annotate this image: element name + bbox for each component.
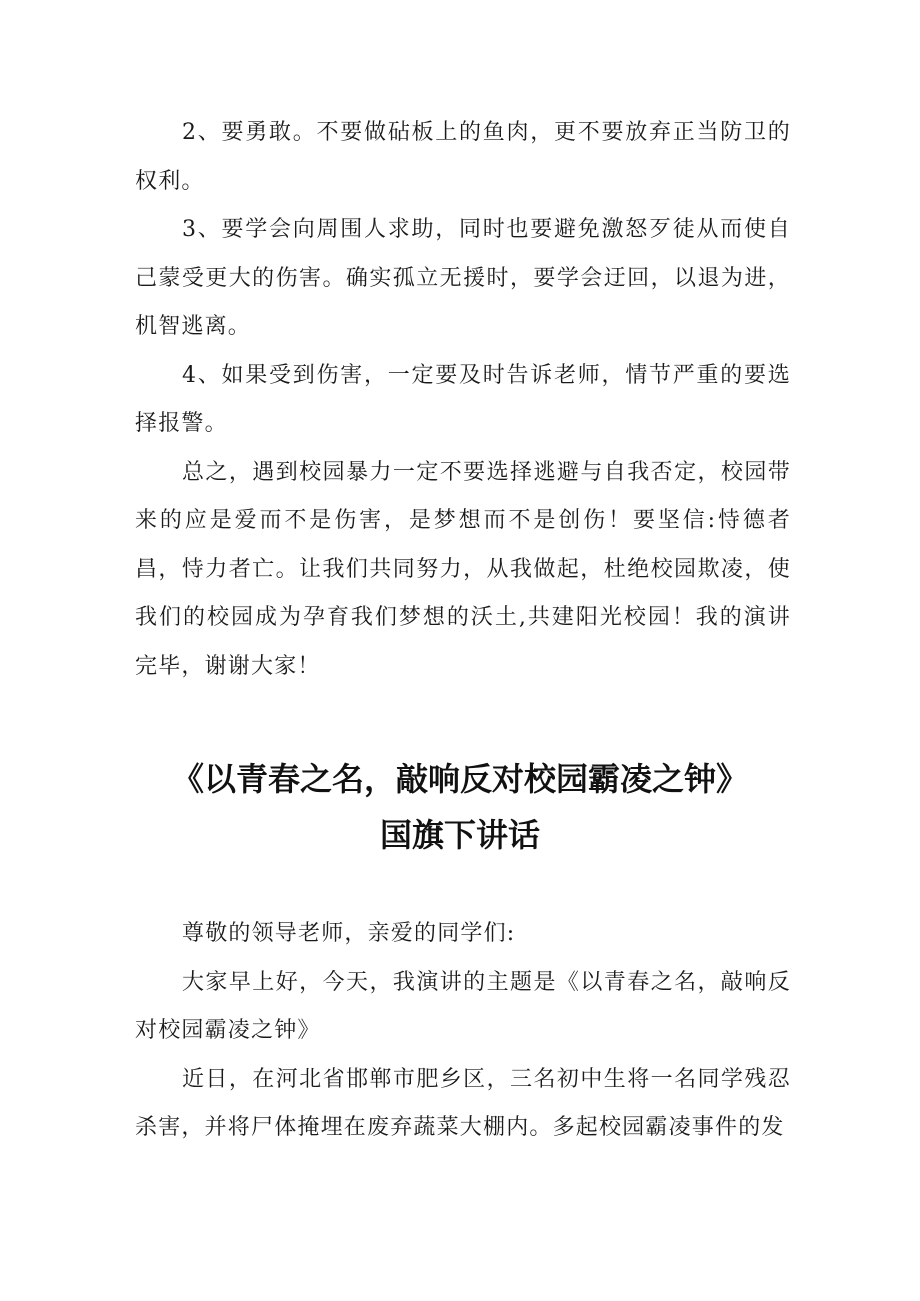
paragraph-salutation: 尊敬的领导老师，亲爱的同学们: — [182, 921, 516, 946]
speech-subtitle: 国旗下讲话 — [379, 816, 540, 854]
speech-opening-section — [135, 910, 791, 1153]
paragraph-conclusion: 总之，遇到校园暴力一定不要选择逃避与自我否定，校园带来的应是爱而不是伤害，是梦想而不是创伤！要坚信:恃德者昌，恃力者亡。让我们共同努力，从我做起，杜绝校园欺凌，使我们的校园成为孕育我们梦想的沃土,共建阳光校园！我的演讲完毕，谢谢大家！ — [135, 459, 791, 679]
paragraph-tip-4: 4、如果受到伤害，一定要及时告诉老师，情节严重的要选择报警。 — [135, 362, 791, 436]
speech-title: 《以青春之名，敲响反对校园霸凌之钟》 — [171, 760, 748, 798]
paragraph-greeting: 大家早上好，今天，我演讲的主题是《以青春之名，敲响反对校园霸凌之钟》 — [135, 969, 791, 1043]
paragraph-incident: 近日，在河北省邯郸市肥乡区，三名初中生将一名同学残忍杀害，并将尸体掩埋在废弃蔬菜大棚内。多起校园霸凌事件的发 — [135, 1066, 791, 1140]
paragraph-tip-3: 3、要学会向周围人求助，同时也要避免激怒歹徒从而使自己蒙受更大的伤害。确实孤立无援时，要学会迂回，以退为进，机智逃离。 — [135, 217, 791, 339]
speech-ending-section — [135, 109, 791, 691]
paragraph-tip-2: 2、要勇敢。不要做砧板上的鱼肉，更不要放弃正当防卫的权利。 — [135, 120, 791, 194]
